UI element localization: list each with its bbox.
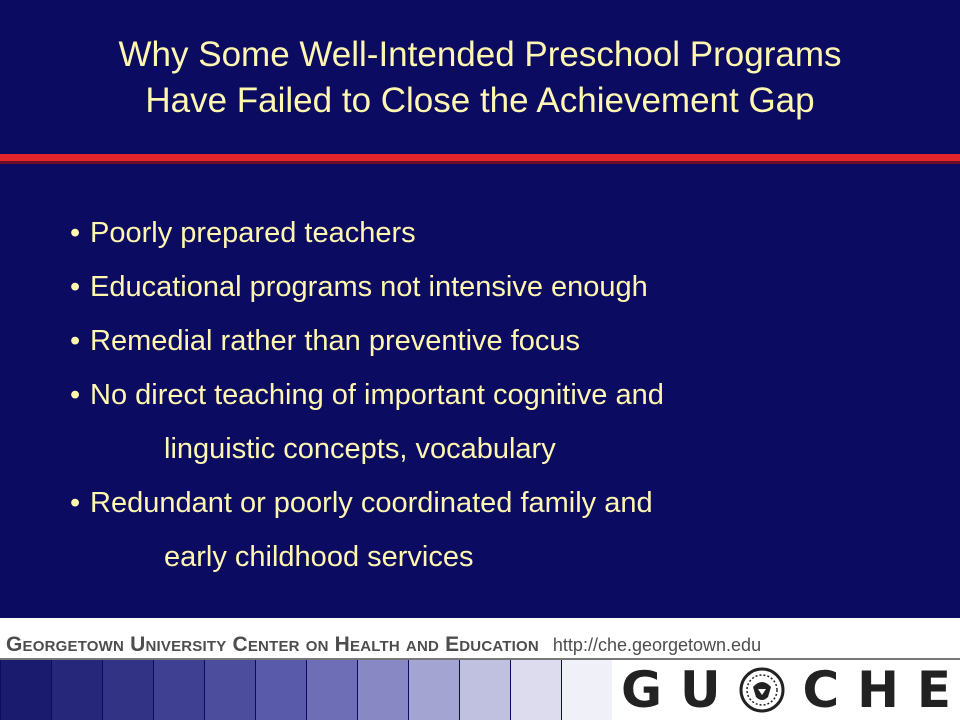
guche-logo — [612, 660, 960, 720]
university-seal-icon — [739, 667, 785, 713]
footer-banner — [6, 630, 956, 660]
website-link[interactable]: http://che.georgetown.edu — [552, 634, 762, 655]
bullet-continuation: early childhood services — [164, 541, 474, 573]
organization-name: Georgetown University Center on Health and Education — [6, 633, 539, 656]
stripe — [204, 660, 255, 720]
list-item — [70, 314, 940, 368]
logo-letter: E — [916, 661, 952, 719]
title-divider-shadow — [0, 161, 960, 164]
stripe — [306, 660, 357, 720]
stripe — [561, 660, 612, 720]
bullet-continuation: linguistic concepts, vocabulary — [164, 433, 556, 465]
bullet-text: Redundant or poorly coordinated family and — [90, 487, 653, 519]
list-item — [70, 260, 940, 314]
slide-title — [0, 32, 960, 124]
logo-letter: C — [802, 661, 840, 719]
stripe — [102, 660, 153, 720]
bullet-text: No direct teaching of important cognitive and — [90, 379, 664, 411]
bullet-marker: • — [70, 325, 81, 357]
stripe — [408, 660, 459, 720]
logo-letter: H — [857, 661, 899, 719]
bullet-text: Poorly prepared teachers — [90, 217, 416, 249]
list-item — [70, 368, 940, 476]
stripe — [51, 660, 102, 720]
logo-letter: U — [679, 661, 721, 719]
bullet-marker: • — [70, 217, 81, 249]
stripe — [255, 660, 306, 720]
stripe — [0, 660, 51, 720]
title-divider — [0, 154, 960, 161]
bullet-text: Educational programs not intensive enough — [90, 271, 648, 303]
bullet-marker: • — [70, 271, 81, 303]
gradient-stripes — [0, 660, 612, 720]
list-item — [70, 206, 940, 260]
stripe — [510, 660, 561, 720]
bullet-list — [70, 206, 940, 584]
title-line-2: Have Failed to Close the Achievement Gap — [145, 81, 815, 120]
stripe — [153, 660, 204, 720]
logo-letter: G — [620, 661, 663, 719]
bullet-marker: • — [70, 487, 81, 519]
title-line-1: Why Some Well-Intended Preschool Programs — [118, 35, 842, 74]
stripe — [357, 660, 408, 720]
bullet-text: Remedial rather than preventive focus — [90, 325, 581, 357]
list-item — [70, 476, 940, 584]
bullet-marker: • — [70, 379, 81, 411]
stripe — [459, 660, 510, 720]
